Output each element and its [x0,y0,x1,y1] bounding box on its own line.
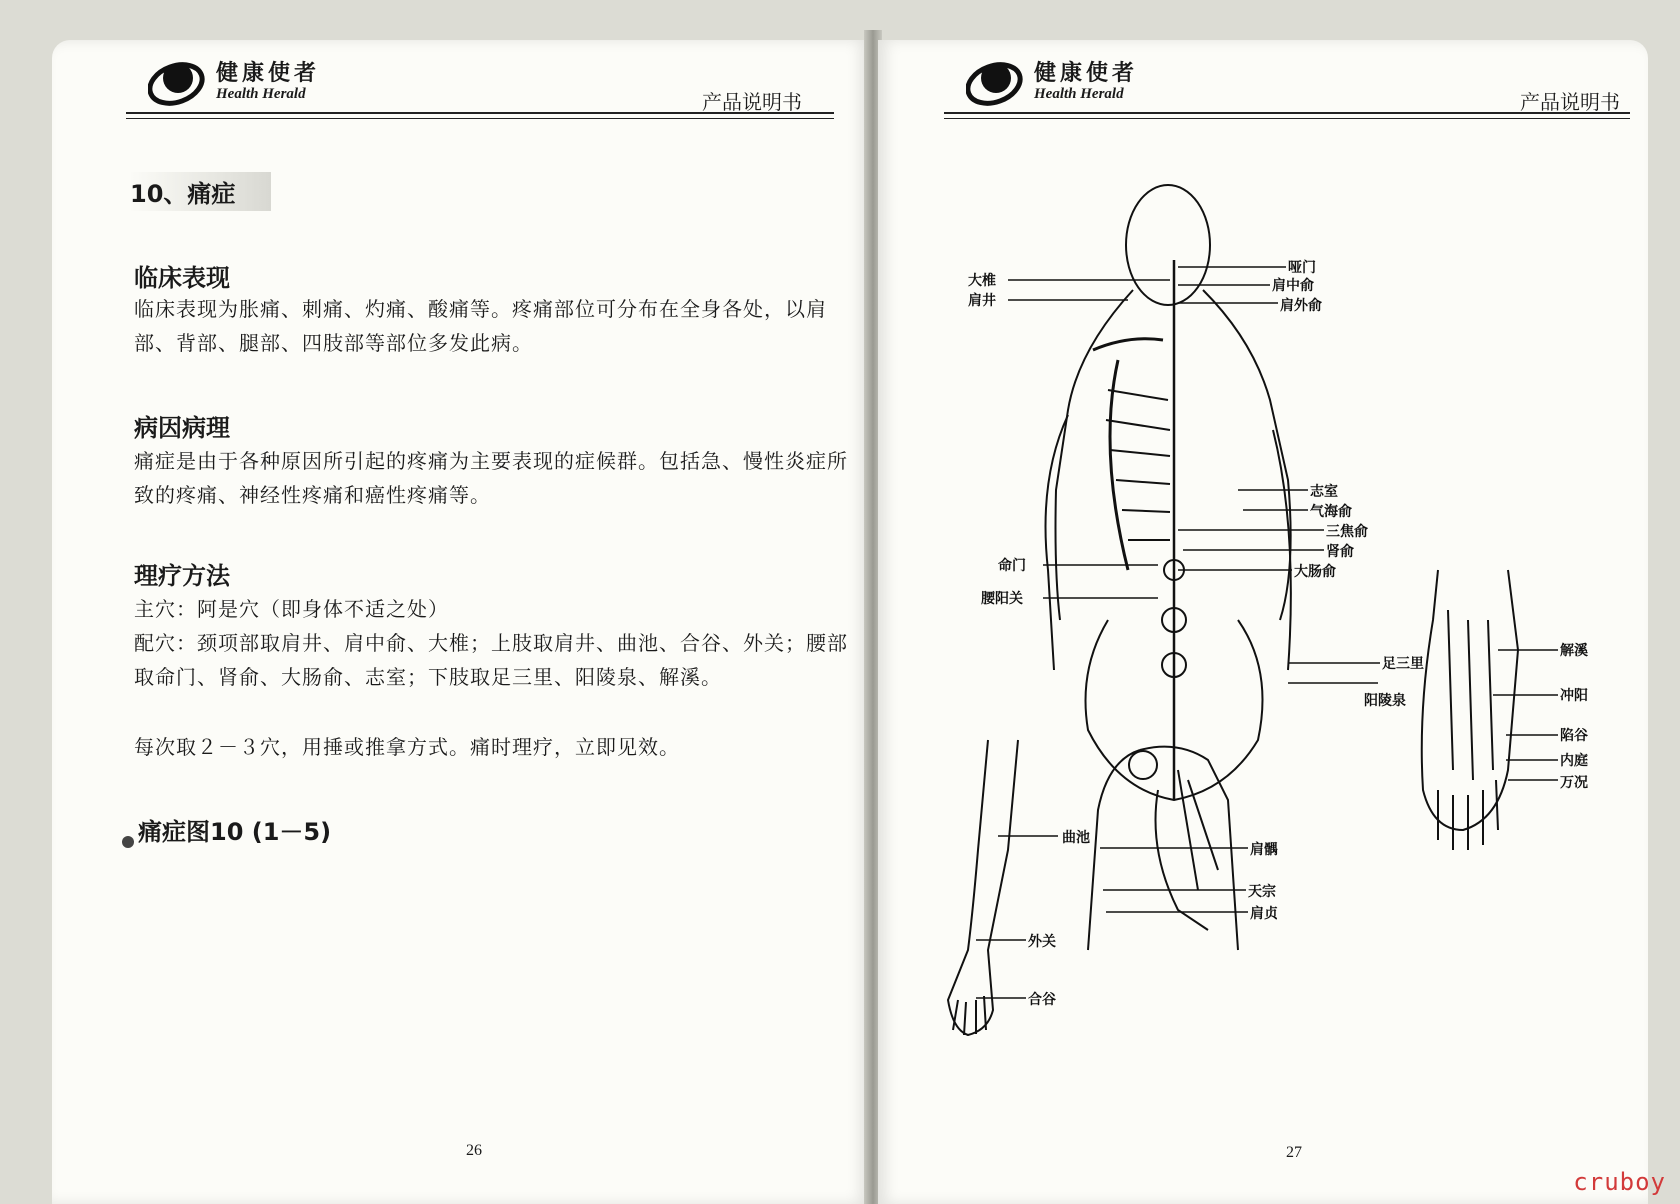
doc-title-right: 产品说明书 [1520,90,1620,114]
section-title: 10、痛症 [128,172,271,211]
clinical-text: 临床表现为胀痛、刺痛、灼痛、酸痛等。疼痛部位可分布在全身各处，以肩部、背部、腿部、四肢部等部位多发此病。 [134,297,827,355]
label-jianwaishu: 肩外俞 [1280,298,1322,314]
label-jiexi: 解溪 [1560,643,1588,659]
label-mingmen: 命门 [998,558,1026,574]
label-jianzhongshu: 肩中俞 [1272,278,1314,294]
page-number-right: 27 [1286,1144,1302,1161]
clinical-heading: 临床表现 [134,264,230,292]
label-shenshu: 肾俞 [1326,544,1354,560]
label-wankuang: 万况 [1560,775,1588,791]
brand-name-en: Health Herald [1034,85,1124,102]
label-tianzong: 天宗 [1248,884,1276,900]
label-chongyang: 冲阳 [1560,688,1588,704]
brand-name-cn: 健康使者 [216,60,321,86]
label-yanglingquan: 阳陵泉 [1364,693,1406,709]
foot-figure [1422,570,1518,850]
therapy-usage: 每次取２－３穴，用捶或推拿方式。痛时理疗，立即见效。 [134,735,680,759]
therapy-heading: 理疗方法 [134,562,230,590]
globe-logo-icon [966,56,1028,108]
acupoint-figure [878,150,1618,1050]
watermark: cruboy [1573,1168,1666,1196]
label-waiguan: 外关 [1028,934,1056,950]
etiology-text: 痛症是由于各种原因所引起的疼痛为主要表现的症候群。包括急、慢性炎症所致的疼痛、神经性疼痛和癌性疼痛等。 [134,449,848,507]
figure-title: 痛症图10 (1－5) [138,818,332,846]
brand-logo-left [148,56,320,108]
label-dazhui: 大椎 [968,273,996,289]
brand-name-cn: 健康使者 [1034,60,1139,86]
label-jianyu: 肩髃 [1250,842,1278,858]
label-jianzhen: 肩贞 [1250,906,1278,922]
etiology-heading: 病因病理 [134,414,230,442]
label-qihaishu: 气海俞 [1310,504,1352,520]
therapy-secondary-points: 配穴：颈项部取肩井、肩中俞、大椎；上肢取肩井、曲池、合谷、外关；腰部取命门、肾俞、大肠俞、志室；下肢取足三里、阳陵泉、解溪。 [134,631,848,689]
header-rule-left [126,112,834,119]
label-yamen: 哑门 [1288,260,1316,276]
brand-logo-right [966,56,1138,108]
label-jianjing: 肩井 [968,293,996,309]
globe-logo-icon [148,56,210,108]
label-zhishi: 志室 [1310,484,1338,500]
header-rule-right [944,112,1630,119]
label-yaoyangguan: 腰阳关 [981,591,1023,607]
back-figure [1046,185,1291,800]
label-neiting: 内庭 [1560,753,1588,769]
label-quchi: 曲池 [1062,830,1090,846]
brand-name-en: Health Herald [216,85,306,102]
figure-bullet-icon [122,836,134,848]
label-xiangu: 陷谷 [1560,728,1588,744]
label-sanjiaoshu: 三焦俞 [1326,524,1368,540]
arm-figure [948,740,1238,1035]
label-zusanli: 足三里 [1382,656,1424,672]
doc-title-left: 产品说明书 [702,90,802,114]
label-dachangshu: 大肠俞 [1294,564,1336,580]
label-hegu: 合谷 [1028,992,1056,1008]
therapy-main-points: 主穴：阿是穴（即身体不适之处） [134,597,449,621]
page-number-left: 26 [466,1142,482,1159]
